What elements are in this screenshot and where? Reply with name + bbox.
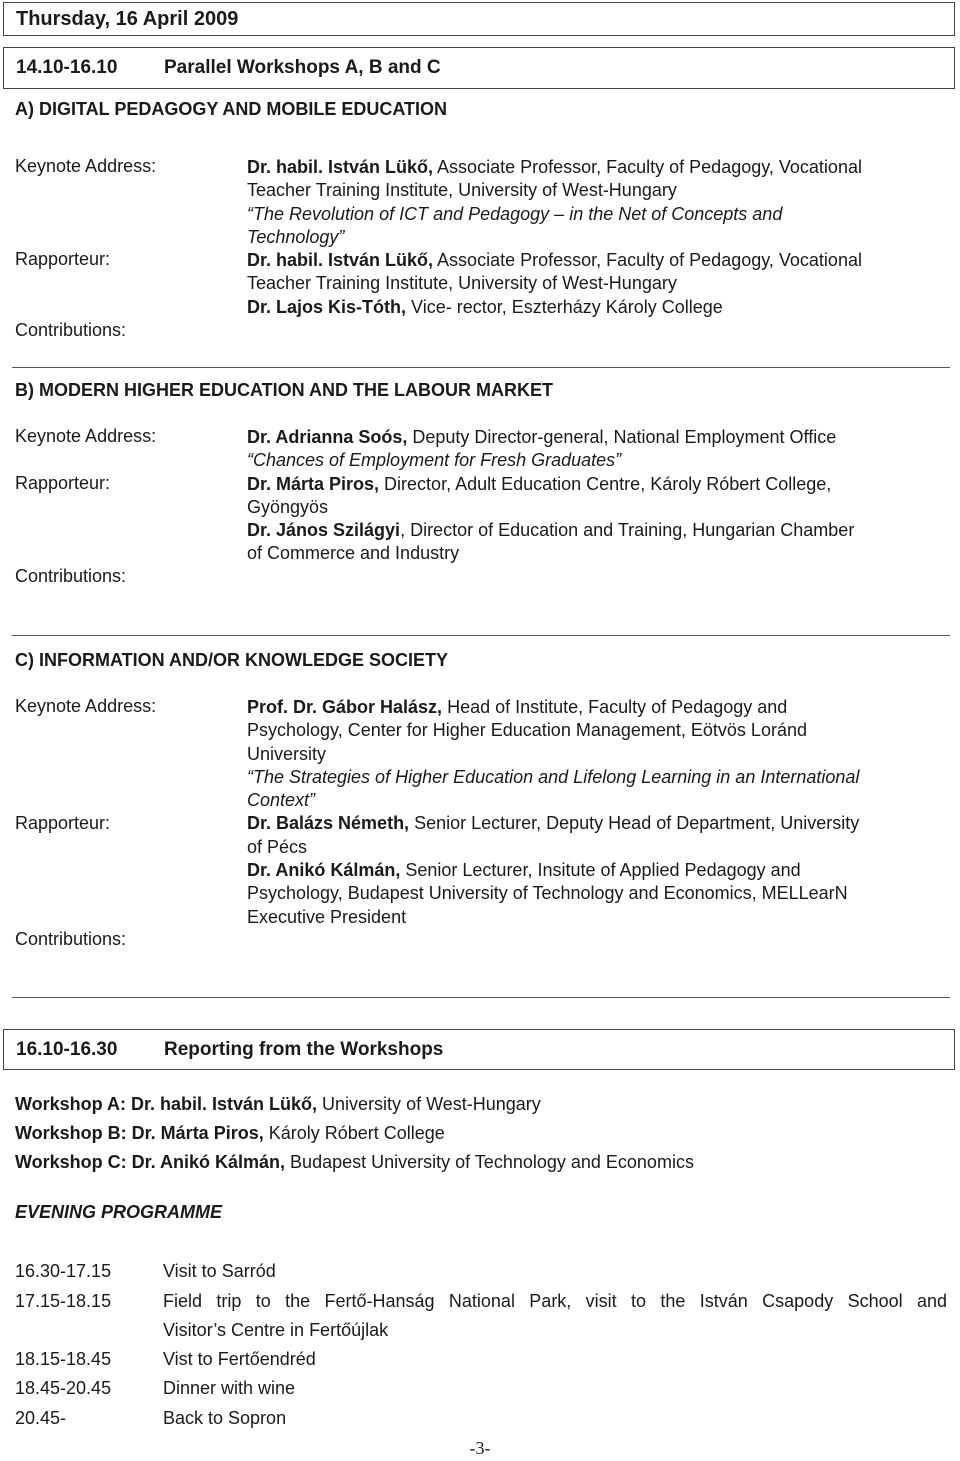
report-item (15, 1122, 445, 1145)
evening-item-text: Visit to Sarród (163, 1261, 276, 1281)
workshop-c-contributor-affiliation-cont: Executive President (247, 906, 407, 927)
workshop-a-talk-title-cont: Technology” (247, 226, 345, 247)
workshop-a-contributor-affiliation: Vice- rector, Eszterházy Károly College (406, 296, 723, 317)
report-affiliation: Budapest University of Technology and Economics (285, 1152, 694, 1172)
session-title: Parallel Workshops A, B and C (164, 57, 441, 78)
evening-item-text-cont: Visitor’s Centre in Fertőújlak (163, 1320, 389, 1340)
session-title: Reporting from the Workshops (164, 1038, 444, 1060)
workshop-b-rapporteur-name: Dr. Márta Piros, (247, 473, 380, 494)
workshop-a-rapporteur-name: Dr. habil. István Lükő, (247, 250, 434, 271)
workshop-b-details (247, 426, 952, 566)
workshop-b-keynote-affiliation: Deputy Director-general, National Employment Office (407, 427, 837, 447)
workshop-c-contributor-affiliation-cont: Psychology, Budapest University of Technology and Economics, MELLearN (247, 883, 848, 904)
workshop-c-keynote-name: Prof. Dr. Gábor Halász, (247, 697, 443, 717)
workshop-a-contributor-name: Dr. Lajos Kis-Tóth, (247, 296, 407, 317)
workshop-c-rapporteur-affiliation: Senior Lecturer, Deputy Head of Department, University (409, 813, 860, 834)
evening-programme-heading: EVENING PROGRAMME (15, 1202, 223, 1222)
workshop-b-heading: B) MODERN HIGHER EDUCATION AND THE LABOUR MARKET (15, 380, 553, 400)
workshop-c-contributor-name: Dr. Anikó Kálmán, (247, 860, 401, 881)
workshop-c-keynote-affiliation: Head of Institute, Faculty of Pedagogy and (442, 697, 788, 717)
workshop-a-contributions-label: Contributions: (15, 320, 127, 340)
evening-item-time: 18.45-20.45 (15, 1378, 112, 1398)
workshop-b-rapporteur-affiliation-cont: Gyöngyös (247, 496, 329, 517)
workshop-c-rapporteur-affiliation-cont: of Pécs (247, 836, 308, 857)
report-label: Workshop B: Dr. Márta Piros, (15, 1123, 264, 1143)
workshop-c-heading: C) INFORMATION AND/OR KNOWLEDGE SOCIETY (15, 650, 448, 670)
workshop-b-contributor-affiliation-cont: of Commerce and Industry (247, 543, 460, 564)
evening-item-time: 17.15-18.15 (15, 1291, 112, 1311)
workshop-a-keynote-label: Keynote Address: (15, 156, 157, 176)
report-affiliation: University of West-Hungary (317, 1094, 541, 1114)
workshop-a-talk-title: “The Revolution of ICT and Pedagogy – in the Net of Concepts and (247, 203, 783, 224)
workshop-a-keynote-name: Dr. habil. István Lükő, (247, 157, 434, 177)
evening-item-time: 20.45- (15, 1408, 67, 1428)
evening-item-text: Field trip to the Fertő-Hanság National Park, visit to the István Csapody School and (163, 1291, 947, 1311)
workshop-a-keynote-affiliation: Associate Professor, Faculty of Pedagogy, Vocational (433, 157, 862, 177)
workshop-c-keynote-label: Keynote Address: (15, 696, 157, 716)
workshop-b-keynote-label: Keynote Address: (15, 426, 157, 446)
page-number: -3- (469, 1438, 491, 1458)
evening-item-time: 16.30-17.15 (15, 1261, 112, 1281)
workshop-c-rapporteur-name: Dr. Balázs Németh, (247, 813, 410, 834)
evening-item-text: Dinner with wine (163, 1378, 296, 1398)
workshop-b-contributions-label: Contributions: (15, 566, 127, 586)
report-affiliation: Károly Róbert College (263, 1123, 445, 1143)
divider (12, 635, 950, 636)
workshop-c-rapporteur-label: Rapporteur: (15, 813, 111, 833)
workshop-c-contributor-affiliation: Senior Lecturer, Insitute of Applied Pedagogy and (400, 860, 801, 881)
workshop-a-rapporteur-affiliation-cont: Teacher Training Institute, University of West-Hungary (247, 273, 677, 294)
workshop-a-keynote-affiliation-cont: Teacher Training Institute, University of West-Hungary (247, 180, 677, 201)
workshop-b-keynote-name: Dr. Adrianna Soós, (247, 427, 408, 447)
workshop-c-contributions-label: Contributions: (15, 929, 127, 949)
date-text: Thursday, 16 April 2009 (16, 7, 239, 30)
workshop-c-keynote-affiliation-cont: University (247, 743, 327, 764)
session-time: 16.10-16.30 (16, 1038, 118, 1060)
workshop-b-contributor-affiliation: , Director of Education and Training, Hungarian Chamber (400, 520, 855, 541)
report-label: Workshop C: Dr. Anikó Kálmán, (15, 1152, 286, 1172)
divider (12, 367, 950, 368)
session-header-workshops (3, 47, 955, 89)
workshop-a-rapporteur-label: Rapporteur: (15, 249, 111, 269)
workshop-c-keynote-affiliation-cont: Psychology, Center for Higher Education Management, Eötvös Loránd (247, 720, 807, 741)
workshop-c-details (247, 696, 952, 929)
report-item (15, 1151, 694, 1174)
workshop-b-contributor-name: Dr. János Szilágyi (247, 520, 401, 541)
evening-item-text: Vist to Fertőendréd (163, 1349, 316, 1369)
workshop-b-talk-title: “Chances of Employment for Fresh Graduates” (247, 450, 622, 471)
workshop-a-details (247, 156, 952, 319)
workshop-a-heading: A) DIGITAL PEDAGOGY AND MOBILE EDUCATION (15, 99, 448, 119)
report-label: Workshop A: Dr. habil. István Lükő, (15, 1094, 318, 1114)
workshop-b-rapporteur-affiliation: Director, Adult Education Centre, Károly Róbert College, (379, 473, 832, 494)
evening-item-text: Back to Sopron (163, 1408, 287, 1428)
report-item (15, 1093, 541, 1116)
date-header (3, 2, 955, 36)
workshop-b-rapporteur-label: Rapporteur: (15, 473, 111, 493)
session-time: 14.10-16.10 (16, 57, 118, 78)
workshop-c-talk-title-cont: Context” (247, 790, 316, 811)
session-header-reporting (3, 1029, 955, 1070)
divider (12, 997, 950, 998)
workshop-c-talk-title: “The Strategies of Higher Education and Lifelong Learning in an International (247, 766, 860, 787)
workshop-a-rapporteur-affiliation: Associate Professor, Faculty of Pedagogy, Vocational (433, 250, 862, 271)
evening-item-time: 18.15-18.45 (15, 1349, 112, 1369)
